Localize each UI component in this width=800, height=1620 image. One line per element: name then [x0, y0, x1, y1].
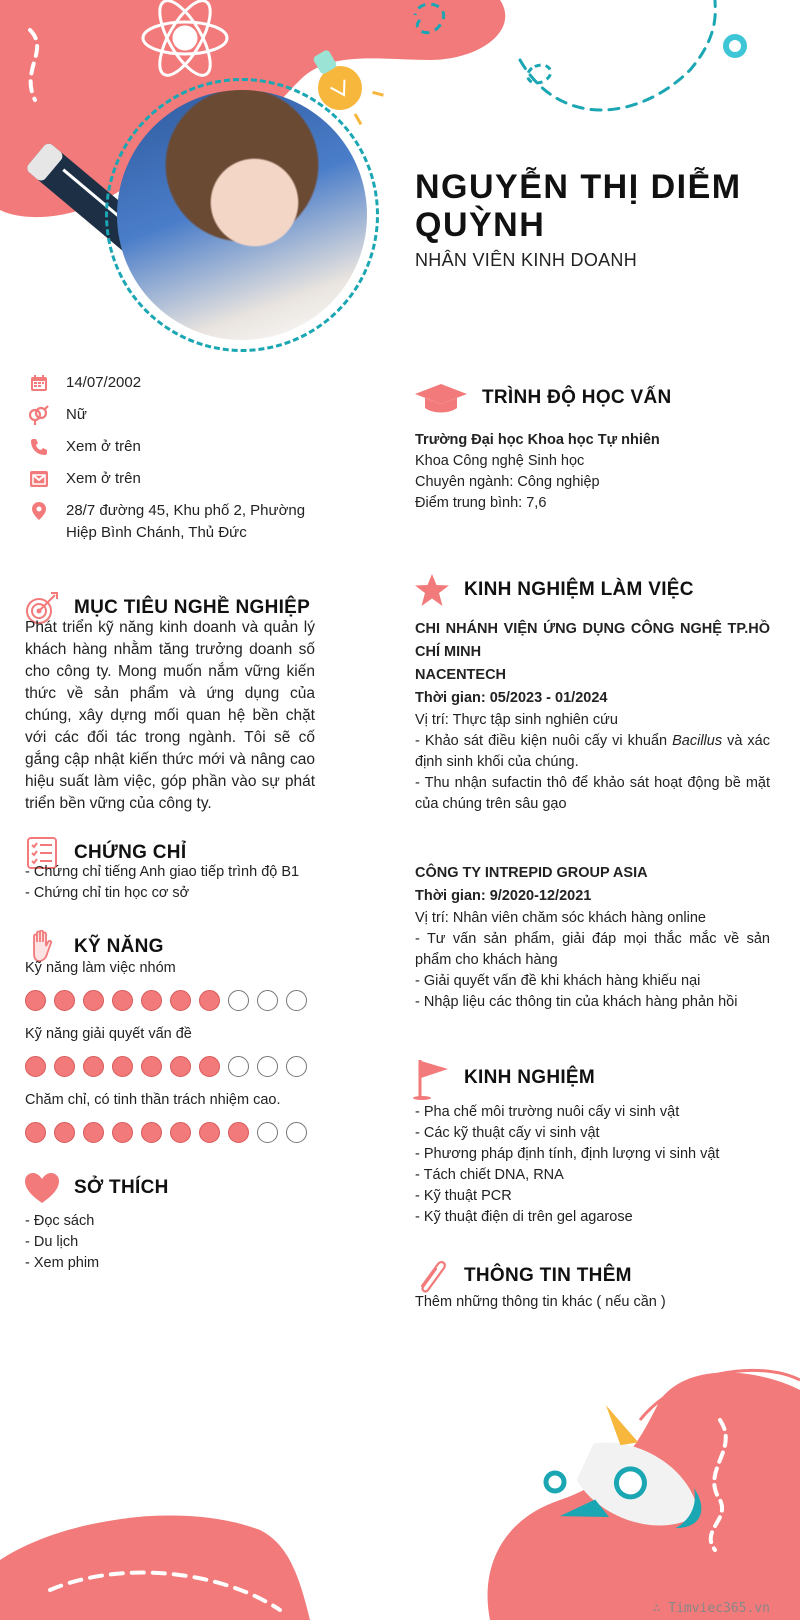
- job-task: - Tư vấn sản phẩm, giải đáp mọi thắc mắc về sản phẩm cho khách hàng: [415, 931, 770, 968]
- list-item: - Kỹ thuật PCR: [415, 1188, 512, 1204]
- section-extra-header: [412, 1256, 632, 1296]
- contact-gender: [28, 404, 306, 426]
- skill-problem-solving: [25, 1026, 315, 1077]
- rating-dot-filled: [83, 990, 104, 1011]
- list-item: - Du lịch: [25, 1234, 79, 1250]
- rating-dot-empty: [286, 1122, 307, 1143]
- phone-icon: [28, 436, 50, 458]
- hobbies-list: [25, 1211, 99, 1274]
- rating-dot-filled: [25, 1122, 46, 1143]
- rating-dot-filled: [54, 1122, 75, 1143]
- birthdate-text: 14/07/2002: [66, 374, 142, 391]
- location-pin-icon: [28, 500, 50, 522]
- job-time: Thời gian: 05/2023 - 01/2024: [415, 690, 608, 706]
- rating-dot-filled: [141, 990, 162, 1011]
- skill-teamwork: [25, 960, 315, 1011]
- gender-icon: [28, 404, 50, 426]
- job-company-short: NACENTECH: [415, 667, 507, 683]
- career-goal-title: MỤC TIÊU NGHỀ NGHIỆP: [74, 597, 311, 618]
- skill-name: Chăm chỉ, có tinh thần trách nhiệm cao.: [25, 1092, 281, 1108]
- education-title: TRÌNH ĐỘ HỌC VẤN: [482, 387, 672, 408]
- rating-dot-filled: [112, 1122, 133, 1143]
- email-icon: [28, 468, 50, 490]
- list-item: - Pha chế môi trường nuôi cấy vi sinh vật: [415, 1104, 680, 1120]
- skill-diligence: [25, 1092, 315, 1143]
- rating-dot-filled: [112, 990, 133, 1011]
- job-task: - Khảo sát điều kiện nuôi cấy vi khuẩn Bacillus và xác định sinh khối của chúng.: [415, 733, 770, 770]
- rating-dot-empty: [257, 990, 278, 1011]
- list-item: - Phương pháp định tính, định lượng vi sinh vật: [415, 1146, 720, 1162]
- phone-text: Xem ở trên: [66, 438, 141, 455]
- skills-title: KỸ NĂNG: [74, 936, 164, 957]
- job-position: Vị trí: Nhân viên chăm sóc khách hàng online: [415, 910, 706, 926]
- star-icon: [412, 570, 452, 610]
- faculty: Khoa Công nghệ Sinh học: [415, 453, 585, 469]
- job-task: - Giải quyết vấn đề khi khách hàng khiếu nại: [415, 973, 701, 989]
- contact-phone: [28, 436, 306, 458]
- rating-dot-filled: [25, 990, 46, 1011]
- rating-dot-filled: [141, 1122, 162, 1143]
- rating-dot-empty: [286, 990, 307, 1011]
- rating-dot-filled: [141, 1056, 162, 1077]
- extra-text: Thêm những thông tin khác ( nếu cần ): [415, 1294, 666, 1310]
- experience-title: KINH NGHIỆM: [464, 1067, 596, 1088]
- rating-dot-filled: [54, 990, 75, 1011]
- job-position: Vị trí: Thực tập sinh nghiên cứu: [415, 712, 618, 728]
- rating-dot-empty: [286, 1056, 307, 1077]
- flag-icon: [412, 1058, 452, 1098]
- contact-address: [28, 500, 306, 544]
- section-work-header: [412, 570, 694, 610]
- list-item: - Xem phim: [25, 1255, 100, 1271]
- section-experience-header: [412, 1058, 595, 1098]
- rating-dot-filled: [83, 1122, 104, 1143]
- job-company: CÔNG TY INTREPID GROUP ASIA: [415, 865, 648, 881]
- skill-name: Kỹ năng làm việc nhóm: [25, 960, 176, 976]
- rating-dot-filled: [228, 1122, 249, 1143]
- skill-rating: [25, 1122, 315, 1143]
- address-text: 28/7 đường 45, Khu phố 2, Phường Hiệp Bình Chánh, Thủ Đức: [66, 502, 306, 541]
- experience-list: [415, 1102, 719, 1228]
- list-item: - Tách chiết DNA, RNA: [415, 1167, 564, 1183]
- list-item: - Các kỹ thuật cấy vi sinh vật: [415, 1125, 600, 1141]
- rating-dot-filled: [25, 1056, 46, 1077]
- skill-rating: [25, 1056, 315, 1077]
- rating-dot-empty: [228, 990, 249, 1011]
- rating-dot-empty: [257, 1056, 278, 1077]
- education-details: [415, 430, 770, 514]
- job-task: - Nhập liệu các thông tin của khách hàng phản hồi: [415, 994, 738, 1010]
- rating-dot-filled: [199, 1122, 220, 1143]
- rating-dot-filled: [170, 1122, 191, 1143]
- calendar-icon: [28, 372, 50, 394]
- rating-dot-empty: [257, 1122, 278, 1143]
- rating-dot-filled: [170, 990, 191, 1011]
- rating-dot-empty: [228, 1056, 249, 1077]
- job-task: - Thu nhận sufactin thô để khảo sát hoạt động bề mặt của chúng trên sâu gạo: [415, 775, 770, 812]
- job-time: Thời gian: 9/2020-12/2021: [415, 888, 592, 904]
- contact-email: [28, 468, 306, 490]
- rating-dot-filled: [170, 1056, 191, 1077]
- candidate-name: NGUYỄN THỊ DIỄM QUỲNH: [415, 168, 742, 244]
- watermark-text: ∴ Timviec365.vn: [652, 1601, 770, 1616]
- rating-dot-filled: [54, 1056, 75, 1077]
- section-hobbies-header: [22, 1168, 169, 1208]
- career-goal-text: Phát triển kỹ năng kinh doanh và quản lý khách hàng nhằm tăng trưởng doanh số cho công ty. Mong muốn nắm vững kiến thức về sản phẩm và ứng dụng của chúng, xây dựng mối quan hệ bền chặt với các đối tác trong ngành. Tôi sẽ cố gắng cập nhật kiến thức mới và nâng cao hiệu suất làm việc, góp phần vào sự phát triển bền vững của công ty.: [25, 619, 315, 812]
- paperclip-icon: [412, 1256, 452, 1296]
- rating-dot-filled: [112, 1056, 133, 1077]
- skill-rating: [25, 990, 315, 1011]
- extra-title: THÔNG TIN THÊM: [464, 1265, 632, 1286]
- rating-dot-filled: [83, 1056, 104, 1077]
- profile-photo-ring: [105, 78, 379, 352]
- work-title: KINH NGHIỆM LÀM VIỆC: [464, 579, 694, 600]
- gender-text: Nữ: [66, 406, 87, 423]
- hobbies-title: SỞ THÍCH: [74, 1177, 169, 1198]
- skill-name: Kỹ năng giải quyết vấn đề: [25, 1026, 192, 1042]
- gpa: Điểm trung bình: 7,6: [415, 495, 547, 511]
- list-item: - Chứng chỉ tin học cơ sở: [25, 885, 190, 901]
- heart-icon: [22, 1168, 62, 1208]
- job-1: [415, 618, 770, 815]
- graduation-cap-icon: [412, 378, 470, 418]
- list-item: - Đọc sách: [25, 1213, 95, 1229]
- certificates-list: [25, 862, 299, 904]
- job-title: NHÂN VIÊN KINH DOANH: [415, 250, 638, 270]
- job-company: CHI NHÁNH VIỆN ỨNG DỤNG CÔNG NGHỆ TP.HỒ CHÍ MINH: [415, 621, 770, 660]
- section-education-header: [412, 378, 672, 418]
- rating-dot-filled: [199, 990, 220, 1011]
- email-text: Xem ở trên: [66, 470, 141, 487]
- certificates-title: CHỨNG CHỈ: [74, 842, 187, 863]
- list-item: - Chứng chỉ tiếng Anh giao tiếp trình độ B1: [25, 864, 300, 880]
- major: Chuyên ngành: Công nghiệp: [415, 474, 600, 490]
- list-item: - Kỹ thuật điện di trên gel agarose: [415, 1209, 633, 1225]
- job-2: [415, 862, 770, 1013]
- rating-dot-filled: [199, 1056, 220, 1077]
- contact-birthdate: [28, 372, 306, 394]
- school-name: Trường Đại học Khoa học Tự nhiên: [415, 432, 660, 448]
